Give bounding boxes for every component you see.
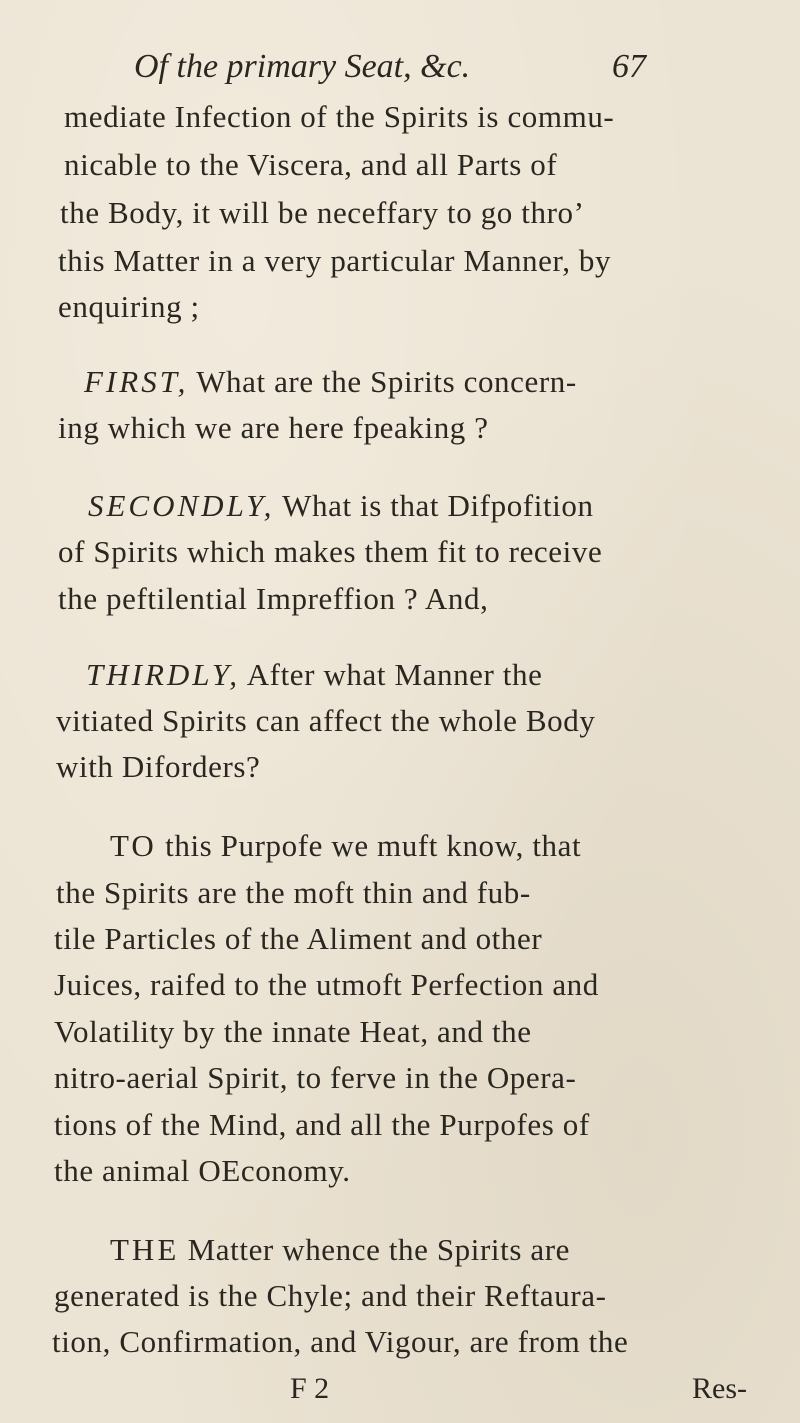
paragraph-first-line [88, 486, 594, 526]
paragraph-lead-word: THIRDLY, [86, 657, 241, 692]
signature-mark: F 2 [290, 1372, 330, 1405]
text-line: nitro-aerial Spirit, to ferve in the Opera- [54, 1060, 577, 1095]
paragraph-lead-word: FIRST, [84, 364, 189, 399]
catchword: Res- [692, 1372, 747, 1405]
text-line: tile Particles of the Aliment and other [54, 921, 543, 956]
paragraph-first-line [86, 655, 542, 695]
text-line: vitiated Spirits can affect the whole Body [56, 703, 596, 738]
page-number: 67 [612, 48, 646, 85]
text-line: mediate Infection of the Spirits is commu- [64, 99, 615, 134]
paragraph-lead-word: TO [110, 828, 157, 863]
text-line: enquiring ; [58, 289, 200, 324]
text-line: this Matter in a very particular Manner, by [58, 243, 612, 278]
text-line: with Diforders? [56, 749, 261, 784]
text-line: nicable to the Viscera, and all Parts of [64, 147, 558, 182]
text-line: of Spirits which makes them fit to receive [58, 534, 603, 569]
text-line: tions of the Mind, and all the Purpofes of [54, 1107, 590, 1142]
paragraph-first-line [110, 826, 581, 866]
running-title: Of the primary Seat, &c. [134, 48, 471, 85]
text-line: tion, Confirmation, and Vigour, are from the [52, 1324, 629, 1359]
running-header [134, 48, 646, 86]
text-line: this Purpofe we muft know, that [165, 828, 582, 863]
text-line: the Body, it will be neceffary to go thro’ [60, 195, 585, 230]
text-line: Juices, raifed to the utmoft Perfection and [54, 967, 599, 1002]
paragraph-lead-word: SECONDLY, [88, 488, 275, 523]
text-line: the Spirits are the moft thin and fub- [56, 875, 531, 910]
text-line: What is that Difpofition [282, 488, 594, 523]
text-line: After what Manner the [246, 657, 543, 692]
text-line: Matter whence the Spirits are [187, 1232, 571, 1267]
paragraph-lead-word: THE [110, 1232, 180, 1267]
text-line: the peftilential Impreffion ? And, [58, 581, 489, 616]
text-line: What are the Spirits concern- [196, 364, 577, 399]
text-line: ing which we are here fpeaking ? [58, 410, 489, 445]
text-line: Volatility by the innate Heat, and the [54, 1014, 532, 1049]
paragraph-first-line [84, 362, 577, 402]
paragraph-first-line [110, 1230, 570, 1270]
text-line: generated is the Chyle; and their Reftaura- [54, 1278, 607, 1313]
text-line: the animal OEconomy. [54, 1153, 351, 1188]
